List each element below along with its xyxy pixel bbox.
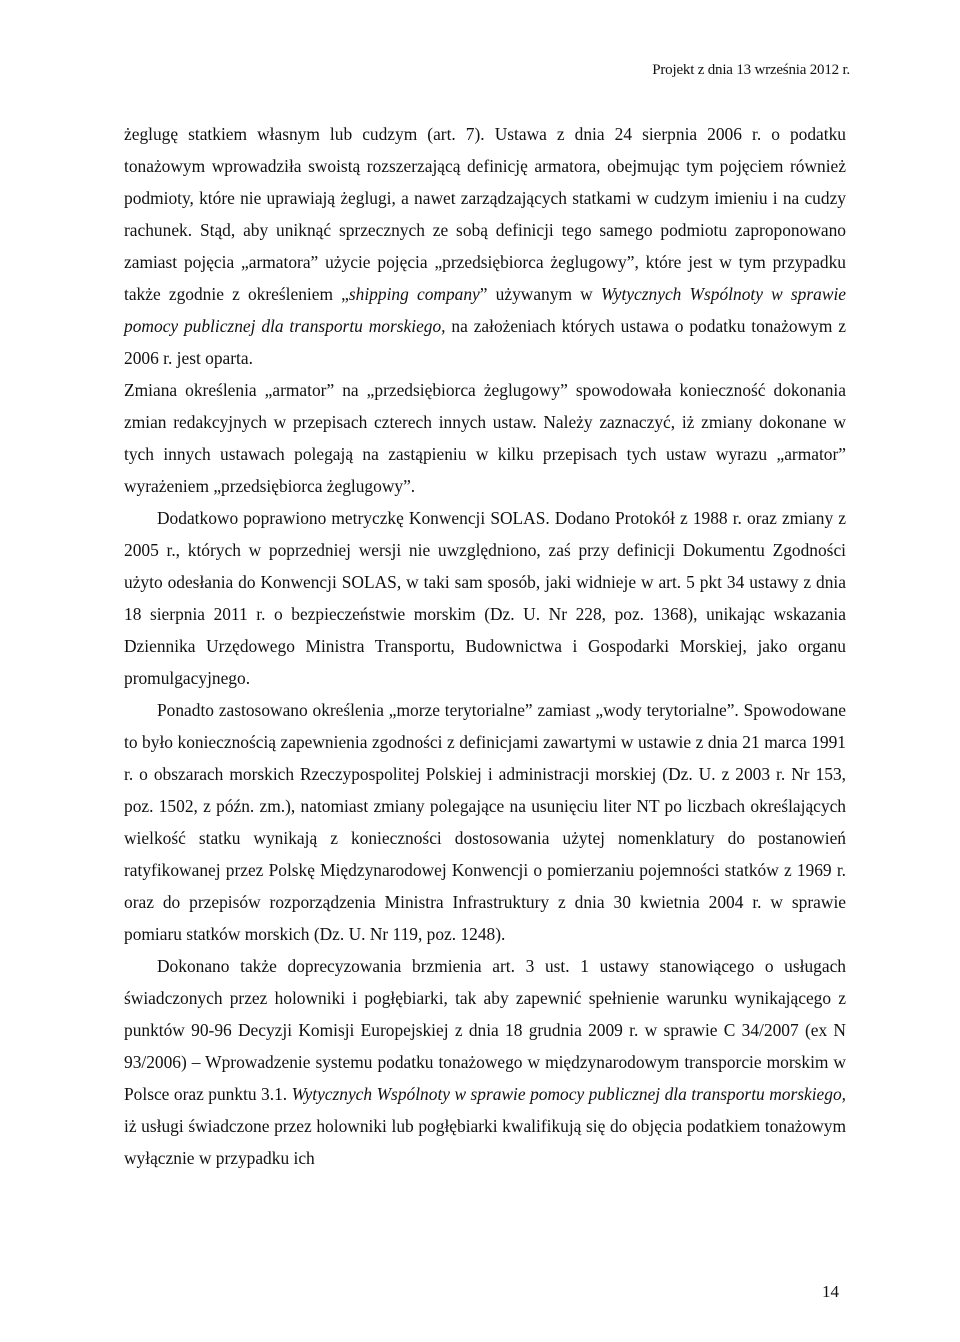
document-header <box>652 62 850 79</box>
text-segment: iż usługi świadczone przez holowniki lub pogłębiarki kwalifikują się do objęcia podatkiem tonażowym wyłącznie w przypadku ich <box>124 1116 846 1168</box>
text-segment: Zmiana określenia „armator” na „przedsiębiorca żeglugowy” spowodowała konieczność dokonania zmian redakcyjnych w przepisach czterech innych ustaw. Należy zaznaczyć, iż zmiany dokonane w tych innych ustawach polegają na zastąpieniu w kilku przepisach tych ustaw wyrazu „armator” wyrażeniem „przedsiębiorca żeglugowy”. <box>124 380 846 496</box>
document-body <box>124 118 846 1174</box>
paragraph <box>124 502 846 694</box>
text-segment: na założeniach których ustawa o podatku tonażowym z 2006 r. jest oparta. <box>124 316 846 368</box>
paragraph <box>124 694 846 950</box>
italic-segment: Wytycznych Wspólnoty w sprawie pomocy publicznej dla transportu morskiego, <box>291 1084 846 1104</box>
italic-segment: Wytycznych Wspólnoty w sprawie pomocy publicznej dla transportu morskiego, <box>124 284 846 336</box>
project-date-note: Projekt z dnia 13 września 2012 r. <box>652 62 850 78</box>
paragraph <box>124 374 846 502</box>
text-segment: Dodatkowo poprawiono metryczkę Konwencji SOLAS. Dodano Protokół z 1988 r. oraz zmiany z 2005 r., których w poprzedniej wersji nie uwzględniono, zaś przy definicji Dokumentu Zgodności użyto odesłania do Konwencji SOLAS, w taki sam sposób, jaki widnieje w art. 5 pkt 34 ustawy z dnia 18 sierpnia 2011 r. o bezpieczeństwie morskim (Dz. U. Nr 228, poz. 1368), unikając wskazania Dziennika Urzędowego Ministra Transportu, Budownictwa i Gospodarki Morskiej, jako organu promulgacyjnego. <box>124 508 846 688</box>
paragraph <box>124 950 846 1174</box>
text-segment: żeglugę statkiem własnym lub cudzym (art. 7). Ustawa z dnia 24 sierpnia 2006 r. o podatku tonażowym wprowadziła swoistą rozszerzającą definicję armatora, obejmując tym pojęciem również podmioty, które nie uprawiają żeglugi, a nawet zarządzających statkami w cudzym imieniu i na cudzy rachunek. Stąd, aby uniknąć sprzecznych ze sobą definicji tego samego podmiotu zaproponowano zamiast pojęcia „armatora” użycie pojęcia „przedsiębiorca żeglugowy”, które jest w tym przypadku także zgodnie z określeniem „ <box>124 124 846 304</box>
italic-segment: shipping company <box>348 284 480 304</box>
text-segment: Dokonano także doprecyzowania brzmienia art. 3 ust. 1 ustawy stanowiącego o usługach świadczonych przez holowniki i pogłębiarki, tak aby zapewnić spełnienie warunku wynikającego z punktów 90-96 Decyzji Komisji Europejskiej z dnia 18 grudnia 2009 r. w sprawie C 34/2007 (ex N 93/2006) – Wprowadzenie systemu podatku tonażowego w międzynarodowym transporcie morskim w Polsce oraz punktu 3.1. <box>124 956 846 1104</box>
paragraph <box>124 118 846 374</box>
page-number: 14 <box>822 1282 839 1301</box>
text-segment: Ponadto zastosowano określenia „morze terytorialne” zamiast „wody terytorialne”. Spowodowane to było koniecznością zapewnienia zgodności z definicjami zawartymi w ustawie z dnia 21 marca 1991 r. o obszarach morskich Rzeczypospolitej Polskiej i administracji morskiej (Dz. U. z 2003 r. Nr 153, poz. 1502, z późn. zm.), natomiast zmiany polegające na usunięciu liter NT po liczbach określających wielkość statku wynikają z konieczności dostosowania użytej nomenklatury do postanowień ratyfikowanej przez Polskę Międzynarodowej Konwencji o pomierzaniu pojemności statków z 1969 r. oraz do przepisów rozporządzenia Ministra Infrastruktury z dnia 30 kwietnia 2004 r. w sprawie pomiaru statków morskich (Dz. U. Nr 119, poz. 1248). <box>124 700 846 944</box>
text-segment: ” używanym w <box>479 284 601 304</box>
